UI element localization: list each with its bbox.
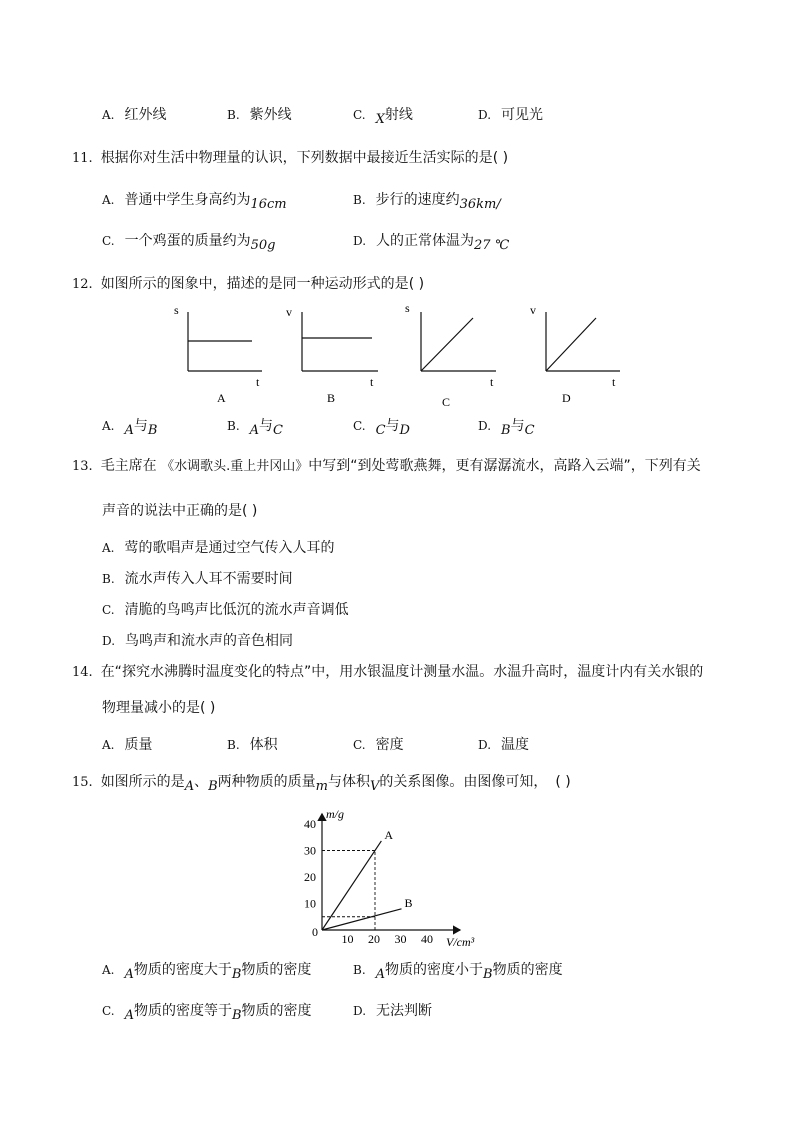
- question-text: 毛主席在: [100, 458, 162, 474]
- q13-stem-line1: [72, 457, 701, 476]
- graph-c-xaxis-label: t: [490, 375, 494, 389]
- option-math: B: [147, 423, 158, 438]
- option-text: 物质的密度小于: [385, 962, 484, 978]
- q12-stem: [72, 275, 424, 294]
- y-tick-label: 10: [304, 896, 316, 911]
- option-letter: B.: [353, 963, 366, 977]
- q12-option-d: [478, 417, 535, 436]
- q12-option-b: [227, 417, 283, 436]
- option-text: 无法判断: [376, 1003, 433, 1019]
- option-letter: A.: [102, 541, 115, 555]
- graph-a-label: A: [217, 391, 226, 405]
- option-letter: C.: [353, 419, 366, 433]
- q13-option-a: [102, 539, 334, 557]
- option-letter: D.: [478, 108, 492, 122]
- option-letter: B.: [227, 738, 240, 752]
- question-text: 中写到“到处莺歌燕舞，更有潺潺流水，高路入云端”，下列有关: [308, 458, 701, 474]
- y-tick-label: 20: [304, 870, 316, 884]
- option-text: 与: [510, 418, 525, 434]
- option-math: C: [524, 423, 535, 438]
- question-text: 的关系图像。由图像可知，: [379, 774, 548, 790]
- option-text: 温度: [501, 737, 530, 753]
- q11-option-d: [353, 232, 509, 251]
- graph-c-line: [421, 318, 473, 371]
- y-axis-label: m/g: [326, 807, 344, 821]
- q10-option-a: [102, 106, 166, 124]
- option-letter: B.: [227, 108, 240, 122]
- graph-d-xaxis-label: t: [612, 375, 616, 389]
- option-text: 清脆的鸟鸣声比低沉的流水声音调低: [124, 602, 349, 618]
- q14-option-d: [478, 736, 529, 754]
- option-text: 人的正常体温为: [376, 233, 475, 249]
- q13-option-d: [102, 632, 293, 650]
- q10-option-d: [478, 106, 543, 124]
- question-text: 物理量减小的是: [102, 700, 200, 716]
- q13-option-c: [102, 601, 349, 619]
- q12-option-a: [102, 417, 157, 436]
- option-text: 与: [259, 418, 274, 434]
- option-letter: D.: [102, 634, 116, 648]
- graph-c-label: C: [442, 395, 451, 409]
- q13-stem-line2: [102, 502, 257, 520]
- option-letter: B.: [227, 419, 240, 433]
- q10-option-b: [227, 106, 292, 124]
- x-tick-label: 10: [341, 932, 354, 946]
- option-text: 红外线: [124, 107, 167, 123]
- question-text: 与体积: [327, 774, 370, 790]
- option-letter: D.: [478, 738, 492, 752]
- question-text: 两种物质的质量: [217, 774, 316, 790]
- graph-a-yaxis-label: s: [174, 303, 179, 317]
- option-text: 紫外线: [249, 107, 292, 123]
- answer-paren: ( ): [408, 276, 425, 292]
- x-tick-label: 40: [421, 932, 433, 946]
- answer-paren: ( ): [492, 150, 509, 166]
- question-number: 13.: [72, 459, 93, 474]
- graph-d-label: D: [562, 391, 571, 405]
- q11-option-c: [102, 232, 275, 251]
- option-text: 物质的密度: [241, 1003, 312, 1019]
- option-letter: A.: [102, 419, 115, 433]
- option-text: 物质的密度: [241, 962, 312, 978]
- option-letter: A.: [102, 738, 115, 752]
- option-text: 流水声传入人耳不需要时间: [124, 571, 293, 587]
- graph-c-yaxis-label: s: [405, 301, 410, 315]
- option-text: 体积: [249, 737, 278, 753]
- math-m: m: [315, 779, 328, 794]
- option-letter: D.: [353, 1004, 367, 1018]
- option-math: A: [124, 1008, 134, 1023]
- option-text: 与: [385, 418, 400, 434]
- graph-b-xaxis-label: t: [370, 375, 374, 389]
- q11-option-a: [102, 191, 287, 210]
- option-letter: C.: [102, 603, 115, 617]
- option-math: A: [124, 423, 134, 438]
- q11-stem: [72, 149, 508, 168]
- graph-d: [530, 303, 620, 405]
- option-letter: C.: [353, 108, 366, 122]
- question-number: 12.: [72, 277, 93, 292]
- option-math: 16cm: [250, 197, 287, 212]
- option-math: A: [375, 967, 386, 982]
- q14-stem-line2: [102, 699, 215, 717]
- q12-option-c: [353, 417, 410, 436]
- question-number: 14.: [72, 665, 93, 680]
- question-text: 、: [194, 774, 209, 790]
- option-text: 莺的歌唱声是通过空气传入人耳的: [124, 540, 335, 556]
- answer-paren: ( ): [242, 503, 258, 519]
- q14-option-c: [353, 736, 404, 754]
- math-x: X: [375, 112, 385, 127]
- option-text: 一个鸡蛋的质量约为: [124, 233, 251, 249]
- q14-option-b: [227, 736, 278, 754]
- question-text: 根据你对生活中物理量的认识，下列数据中最接近生活实际的是: [100, 150, 493, 166]
- q15-option-a: [102, 961, 311, 980]
- option-letter: B.: [353, 193, 366, 207]
- question-text: 声音的说法中正确的是: [102, 503, 242, 519]
- math-b: B: [208, 779, 218, 794]
- option-letter: C.: [353, 738, 366, 752]
- option-text: 密度: [375, 737, 404, 753]
- answer-paren: ( ): [200, 700, 216, 716]
- option-math: B: [231, 1008, 242, 1023]
- q15-option-b: [353, 961, 563, 980]
- option-math: B: [501, 423, 511, 438]
- q11-option-b: [353, 191, 501, 210]
- option-text: 步行的速度约: [375, 192, 460, 208]
- option-text: 射线: [384, 107, 413, 123]
- q15-option-c: [102, 1002, 312, 1021]
- mass-volume-chart: [296, 798, 496, 953]
- option-text: 鸟鸣声和流水声的音色相同: [125, 633, 294, 649]
- option-letter: A.: [102, 963, 115, 977]
- origin-label: 0: [312, 925, 318, 939]
- graph-d-line: [546, 318, 596, 371]
- option-letter: A.: [102, 108, 115, 122]
- question-number: 15.: [72, 775, 93, 790]
- x-tick-label: 30: [394, 932, 407, 946]
- q10-option-c: [353, 106, 413, 125]
- q15-stem: [72, 773, 571, 792]
- option-text: 物质的密度: [492, 962, 563, 978]
- graph-a: [174, 303, 262, 405]
- q12-graphs: [150, 298, 630, 410]
- question-text: 如图所示的是: [100, 774, 185, 790]
- option-text: 物质的密度等于: [133, 1003, 232, 1019]
- option-math: 27 ℃: [474, 238, 510, 253]
- option-math: B: [231, 967, 242, 982]
- option-math: C: [375, 423, 386, 438]
- option-letter: B.: [102, 572, 115, 586]
- graph-a-xaxis-label: t: [256, 375, 260, 389]
- option-math: D: [399, 423, 410, 438]
- option-text: 质量: [124, 737, 153, 753]
- option-math: A: [124, 967, 134, 982]
- option-letter: C.: [102, 1004, 115, 1018]
- graph-b-yaxis-label: v: [286, 305, 292, 319]
- option-letter: D.: [478, 419, 492, 433]
- question-text: 在“探究水沸腾时温度变化的特点”中，用水银温度计测量水温。水温升高时，温度计内有关水银的: [100, 664, 704, 680]
- option-letter: D.: [353, 234, 367, 248]
- option-math: 50g: [250, 238, 276, 253]
- q14-option-a: [102, 736, 152, 754]
- option-letter: C.: [102, 234, 115, 248]
- option-text: 物质的密度大于: [133, 962, 232, 978]
- option-text: 普通中学生身高约为: [124, 192, 251, 208]
- graph-c: [405, 301, 496, 409]
- graph-b-label: B: [327, 391, 336, 405]
- option-math: 36km/: [459, 197, 501, 212]
- option-math: A: [249, 423, 260, 438]
- question-number: 11.: [72, 151, 93, 166]
- x-tick-label: 20: [368, 932, 380, 946]
- question-text: 如图所示的图象中，描述的是同一种运动形式的是: [100, 276, 409, 292]
- math-a: A: [184, 779, 195, 794]
- option-letter: A.: [102, 193, 115, 207]
- q14-stem-line1: [72, 663, 703, 682]
- option-text: 与: [133, 418, 148, 434]
- answer-paren: ( ): [555, 774, 571, 790]
- poem-title: 《水调歌头.重上井冈山》: [161, 459, 309, 474]
- y-tick-label: 40: [304, 817, 316, 831]
- graph-b: [286, 305, 378, 405]
- option-text: 可见光: [501, 107, 544, 123]
- x-axis-label: V/cm³: [446, 935, 475, 949]
- y-tick-label: 30: [304, 843, 316, 858]
- series-label-b: B: [404, 895, 413, 910]
- graph-d-yaxis-label: v: [530, 303, 536, 317]
- option-math: B: [483, 967, 493, 982]
- q13-option-b: [102, 570, 293, 588]
- math-v: V: [369, 779, 380, 794]
- option-math: C: [273, 423, 283, 438]
- series-label-a: A: [384, 827, 394, 842]
- q15-option-d: [353, 1002, 432, 1020]
